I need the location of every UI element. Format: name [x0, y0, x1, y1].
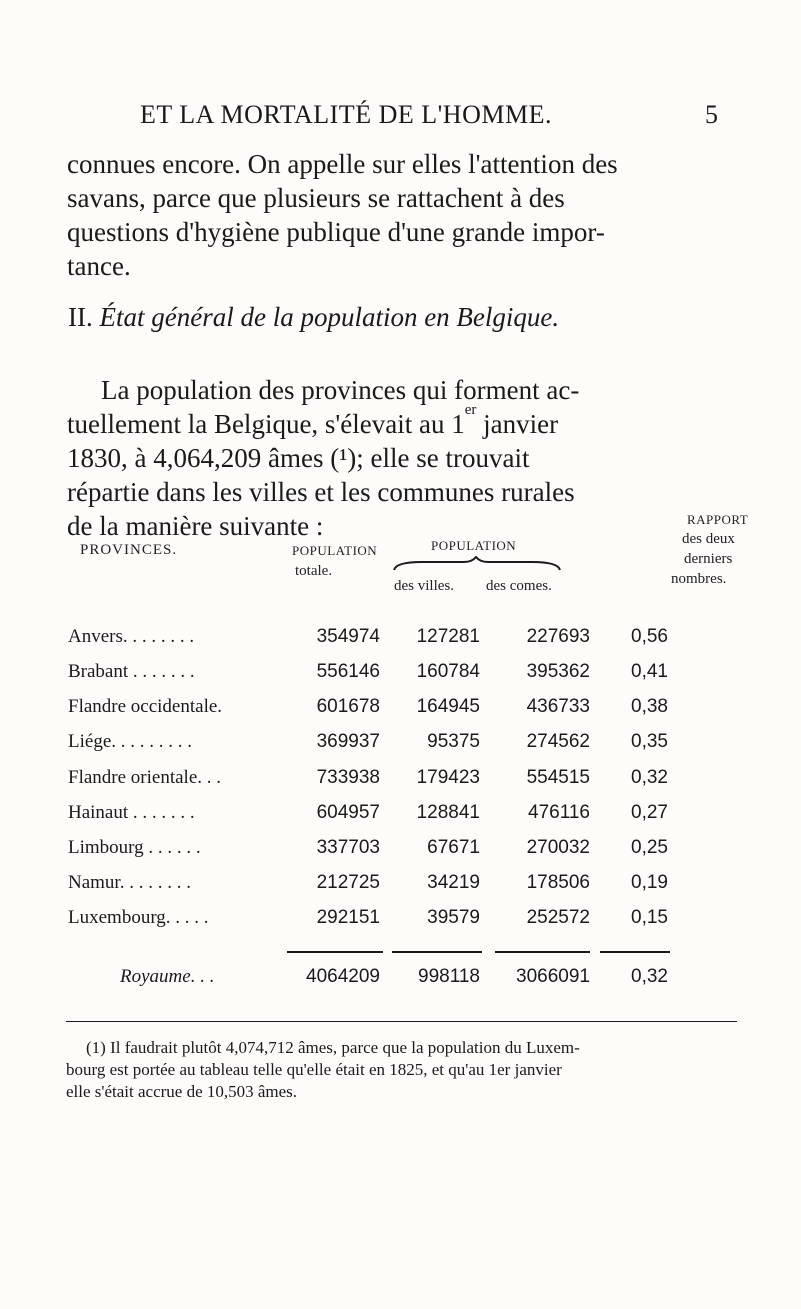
- header-des-deux: des deux: [682, 531, 735, 547]
- row-province: Anvers. . . . . . . .: [68, 626, 195, 647]
- text-line: tance.: [67, 251, 131, 281]
- header-population-totale: POPULATION: [292, 543, 378, 558]
- row-communes: 227693: [526, 626, 590, 647]
- text-line: savans, parce que plusieurs se rattachent à des: [67, 183, 565, 213]
- header-population-group: POPULATION: [431, 538, 517, 553]
- header-provinces: PROVINCES.: [80, 542, 178, 558]
- row-rapport: 0,35: [631, 731, 668, 752]
- header-des-villes: des villes.: [394, 578, 454, 594]
- sum-rule: [600, 951, 670, 953]
- table-row: [0, 731, 801, 761]
- table-row: [0, 837, 801, 867]
- footnote-divider: [66, 1021, 737, 1022]
- text-fragment: tuellement la Belgique, s'élevait au 1: [67, 409, 465, 439]
- row-totale: 369937: [316, 731, 380, 752]
- row-province: Namur. . . . . . . .: [68, 872, 191, 893]
- header-brace: [392, 556, 562, 578]
- total-rapport: 0,32: [631, 966, 668, 987]
- header-rapport: RAPPORT: [687, 512, 749, 527]
- header-derniers: derniers: [684, 551, 733, 567]
- section-title: État général de la population en Belgique.: [99, 302, 560, 332]
- total-totale: 4064209: [306, 966, 380, 987]
- row-province: Luxembourg. . . . .: [68, 907, 209, 928]
- row-rapport: 0,27: [631, 802, 668, 823]
- text-line: de la manière suivante :: [67, 511, 324, 541]
- section-number: II.: [68, 302, 93, 332]
- table-row: [0, 872, 801, 902]
- sum-rule: [495, 951, 590, 953]
- sum-rule: [287, 951, 383, 953]
- row-communes: 395362: [526, 661, 590, 682]
- row-province: Hainaut . . . . . . .: [68, 802, 195, 823]
- sum-rule: [392, 951, 482, 953]
- row-communes: 554515: [526, 767, 590, 788]
- header-nombres: nombres.: [671, 571, 727, 587]
- superscript: er: [464, 402, 477, 418]
- row-province: Flandre occidentale.: [68, 696, 223, 717]
- text-line: questions d'hygiène publique d'une grande impor-: [67, 217, 605, 247]
- header-des-communes: des comes.: [486, 578, 552, 594]
- footnote-line: bourg est portée au tableau telle qu'elle était en 1825, et qu'au 1er janvier: [66, 1060, 562, 1079]
- row-villes: 95375: [427, 731, 480, 752]
- row-villes: 128841: [416, 802, 480, 823]
- row-rapport: 0,32: [631, 767, 668, 788]
- row-totale: 212725: [316, 872, 380, 893]
- table-row: [0, 907, 801, 937]
- row-communes: 476116: [528, 802, 590, 823]
- row-communes: 178506: [526, 872, 590, 893]
- row-villes: 67671: [427, 837, 480, 858]
- row-rapport: 0,19: [631, 872, 668, 893]
- row-rapport: 0,25: [631, 837, 668, 858]
- table-row: [0, 626, 801, 656]
- text-line: La population des provinces qui forment ac-: [101, 375, 580, 405]
- text-fragment: janvier: [476, 409, 559, 439]
- row-totale: 601678: [316, 696, 380, 717]
- row-villes: 179423: [416, 767, 480, 788]
- row-totale: 337703: [316, 837, 380, 858]
- footnote: [66, 1037, 746, 1103]
- header-totale: totale.: [295, 563, 333, 579]
- running-head-title: ET LA MORTALITÉ DE L'HOMME.: [140, 100, 552, 129]
- row-communes: 252572: [526, 907, 590, 928]
- row-totale: 604957: [316, 802, 380, 823]
- text-line: 1830, à 4,064,209 âmes (¹); elle se trouvait: [67, 443, 530, 473]
- total-communes: 3066091: [516, 966, 590, 987]
- row-rapport: 0,38: [631, 696, 668, 717]
- text-line: connues encore. On appelle sur elles l'attention des: [67, 149, 618, 179]
- row-totale: 354974: [316, 626, 380, 647]
- row-villes: 39579: [427, 907, 480, 928]
- row-province: Limbourg . . . . . .: [68, 837, 201, 858]
- row-province: Liége. . . . . . . . .: [68, 731, 193, 752]
- row-rapport: 0,41: [631, 661, 668, 682]
- row-totale: 292151: [316, 907, 380, 928]
- total-label: Royaume. . .: [120, 966, 215, 987]
- page-number: 5: [705, 100, 718, 129]
- row-rapport: 0,15: [631, 907, 668, 928]
- table-total-row: [0, 966, 801, 996]
- table-row: [0, 661, 801, 691]
- footnote-line: (1) Il faudrait plutôt 4,074,712 âmes, parce que la population du Luxem-: [86, 1038, 580, 1057]
- row-communes: 436733: [526, 696, 590, 717]
- row-communes: 270032: [526, 837, 590, 858]
- row-rapport: 0,56: [631, 626, 668, 647]
- table-row: [0, 767, 801, 797]
- row-villes: 127281: [416, 626, 480, 647]
- row-province: Flandre orientale. . .: [68, 767, 222, 788]
- table-row: [0, 802, 801, 832]
- text-line: répartie dans les villes et les communes rurales: [67, 477, 575, 507]
- row-totale: 733938: [316, 767, 380, 788]
- row-villes: 164945: [416, 696, 480, 717]
- row-villes: 160784: [416, 661, 480, 682]
- table-row: [0, 696, 801, 726]
- row-totale: 556146: [316, 661, 380, 682]
- row-villes: 34219: [427, 872, 480, 893]
- footnote-line: elle s'était accrue de 10,503 âmes.: [66, 1082, 298, 1101]
- row-province: Brabant . . . . . . .: [68, 661, 195, 682]
- total-villes: 998118: [418, 966, 480, 987]
- row-communes: 274562: [526, 731, 590, 752]
